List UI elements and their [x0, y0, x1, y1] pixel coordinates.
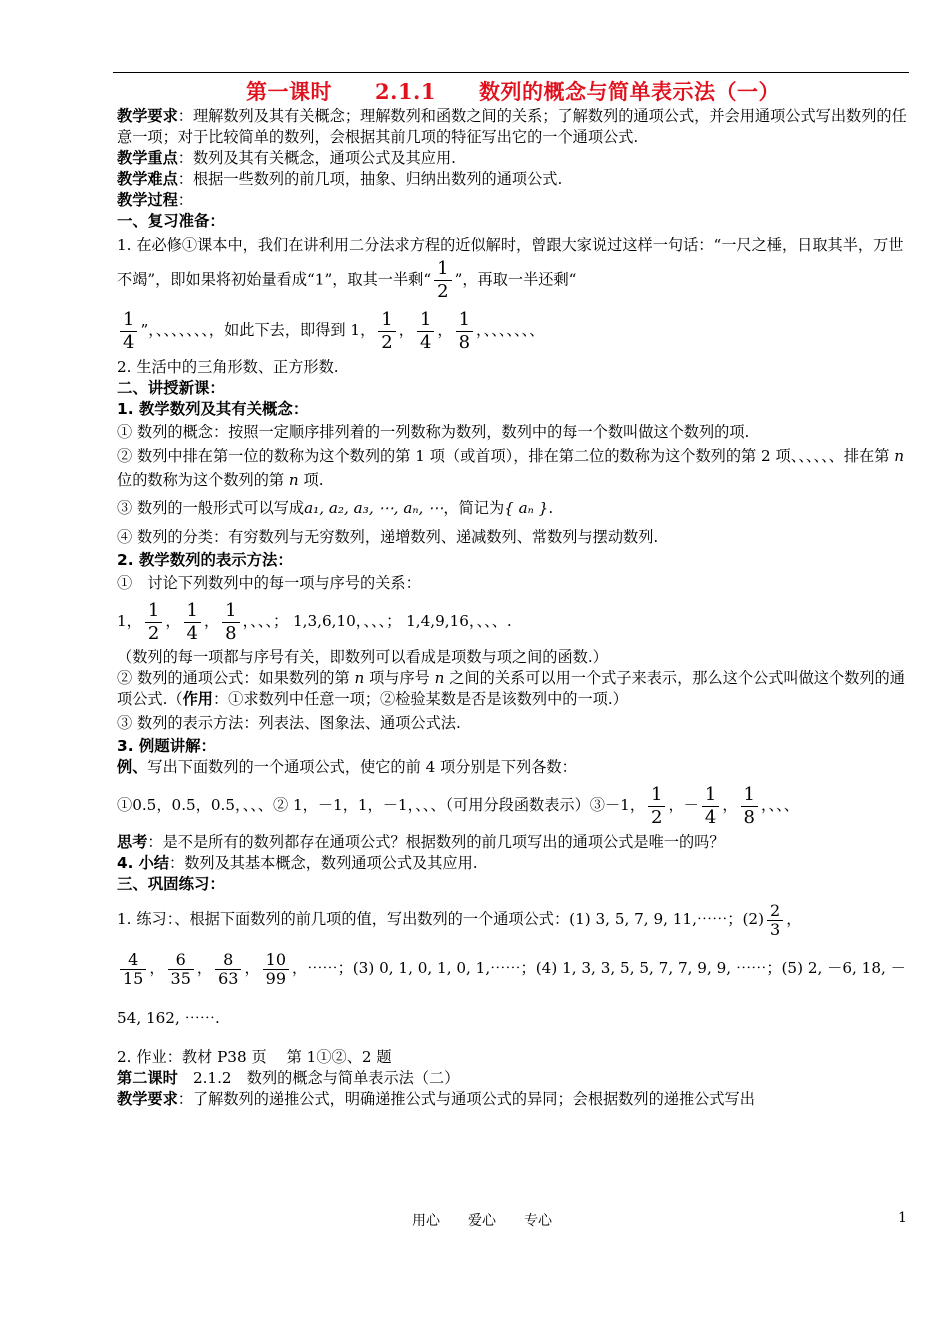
subsection-concepts: 1. 教学数列及其有关概念：: [117, 400, 309, 418]
concept-3-period: .: [548, 499, 554, 517]
review-1-text-d: ，、、、、、、、: [476, 321, 545, 339]
numerator: 6: [168, 951, 194, 970]
label-lesson-two: 第二课时: [117, 1069, 178, 1087]
concept-3: [117, 492, 909, 524]
label-requirements-2: 教学要求: [117, 1090, 178, 1108]
fraction-10-99: [263, 951, 289, 988]
subsection-examples: 3. 例题讲解：: [117, 737, 216, 755]
label-summary: 4. 小结: [117, 854, 169, 872]
numerator: 10: [263, 951, 289, 970]
review-item-1-cont: [117, 305, 909, 355]
label-key-points: 教学重点: [117, 149, 178, 167]
denominator: 3: [770, 919, 781, 939]
seq1-tail: ，、、、；: [242, 612, 289, 630]
seq-triangular: 1,3,6,10: [292, 612, 356, 630]
concept-2-text-c: 项.: [303, 471, 324, 489]
fraction-one-eighth: [741, 784, 758, 829]
label-difficulties: 教学难点: [117, 170, 178, 188]
label-requirements: 教学要求: [117, 107, 178, 125]
denominator: 63: [218, 968, 239, 988]
header-rule: [113, 72, 909, 73]
denominator: 2: [381, 331, 393, 353]
review-1-text-a: 1. 在必修①课本中，我们在讲利用二分法求方程的近似解时，曾跟大家说过这样一句话：“一尺之棰，日取其半，万世不竭”，即如果将初始量看成“1”，取其一半剩“: [117, 236, 904, 289]
numerator: 2: [767, 902, 783, 921]
denominator: 2: [437, 281, 449, 302]
comma: ，: [244, 959, 260, 977]
denominator: 8: [743, 806, 755, 828]
seq3-tail: ，、、、.: [468, 612, 512, 630]
seq1-start: 1，: [117, 612, 142, 630]
denominator: 35: [170, 968, 191, 988]
denominator: 4: [186, 622, 198, 644]
concept-3-text-b: ，简记为: [443, 499, 505, 517]
teaching-process: [117, 190, 909, 211]
seq-square: 1,4,9,16: [406, 612, 469, 630]
homework: 2. 作业：教材 P38 页 第 1①②、2 题: [117, 1048, 392, 1066]
example-statement: [117, 757, 909, 778]
variable-n: n: [894, 447, 905, 465]
key-points-text: ：数列及其有关概念，通项公式及其应用.: [177, 149, 456, 167]
denominator: 8: [225, 622, 237, 644]
sequence-notation: { aₙ }: [504, 499, 549, 517]
representation-methods: ③ 数列的表示方法：列表法、图象法、通项公式法.: [117, 714, 461, 732]
example-sequences: [117, 778, 909, 832]
comma: ，: [437, 321, 453, 339]
fraction-one-half: [145, 600, 162, 645]
section-new-lesson: 二、讲授新课：: [117, 379, 225, 397]
review-1-text-b: ”，再取一半还剩“: [454, 270, 577, 289]
numerator: 8: [215, 951, 241, 970]
process-colon: ：: [177, 191, 193, 209]
lesson-two-heading: [117, 1068, 909, 1089]
fraction-one-half: [378, 309, 395, 354]
example-sequences-text: ①0.5，0.5，0.5，、、、② 1，－1，1，－1，、、、（可用分段函数表示）③－1，: [117, 796, 646, 814]
label-example: 例、: [117, 758, 148, 776]
requirements-2-text: ：了解数列的递推公式，明确递推公式与通项公式的异同；会根据数列的递推公式写出: [177, 1090, 755, 1108]
fraction-two-thirds: [767, 902, 783, 939]
comma: ，: [786, 910, 802, 928]
difficulties-text: ：根据一些数列的前几项，抽象、归纳出数列的通项公式.: [177, 170, 563, 188]
fraction-one-quarter: [120, 309, 137, 354]
comma: ，: [398, 321, 414, 339]
concept-4: ④ 数列的分类：有穷数列与无穷数列，递增数列、递减数列、常数列与摆动数列.: [117, 528, 659, 546]
variable-n: n: [354, 669, 365, 687]
formula-text-b: 项与序号: [369, 669, 430, 687]
comma: ，: [203, 612, 220, 630]
think-text: ：是不是所有的数列都存在通项公式？根据数列的前几项写出的通项公式是唯一的吗？: [147, 833, 725, 851]
comma: ，: [722, 796, 738, 814]
sequence-general-form: a₁, a₂, a₃, ⋯, aₙ, ⋯: [304, 499, 444, 517]
formula-text-c: 之间的关系可以用一个式子来表示，那么这个公式叫做这个数列的通项公式.（: [117, 669, 905, 708]
comma: ，: [149, 959, 165, 977]
denominator: 2: [651, 806, 663, 828]
fraction-one-half: [648, 784, 665, 829]
lesson-two-title: 2.1.2 数列的概念与简单表示法（二）: [177, 1069, 460, 1087]
numerator: 4: [120, 951, 146, 970]
teaching-requirements: [117, 106, 909, 148]
denominator: 4: [704, 806, 717, 828]
review-item-1: [117, 232, 909, 303]
fraction-one-eighth: [456, 309, 473, 354]
representation-1: ① 讨论下列数列中的每一项与序号的关系：: [117, 574, 421, 592]
minus-sign: －: [683, 796, 699, 814]
example-tail: ，、、、: [760, 796, 799, 814]
formula-text-d: ：①求数列中任意一项；②检验某数是否是该数列中的一项.）: [212, 690, 628, 708]
numerator: 1: [222, 600, 239, 623]
numerator: 1: [456, 309, 473, 332]
denominator: 99: [265, 968, 286, 988]
representation-examples: [117, 595, 909, 647]
practice-text-a: 1. 练习：、根据下面数列的前几项的值，写出数列的一个通项公式：(1) 3, 5, 7, 9, 11,⋯⋯；(2): [117, 910, 764, 928]
numerator: 1: [702, 784, 719, 807]
variable-n: n: [434, 669, 445, 687]
fraction-one-eighth: [222, 600, 239, 645]
comma: ，: [668, 796, 684, 814]
page-number: 1: [898, 1210, 907, 1226]
summary: [117, 853, 909, 874]
practice-text-b: ，⋯⋯；(3) 0, 1, 0, 1, 0, 1,⋯⋯；(4) 1, 3, 3, 5, 5, 7, 7, 9, 9, ⋯⋯；(5) 2, －6, 18, －54, 162, ⋯⋯.: [117, 959, 906, 1027]
fraction-one-quarter: [184, 600, 201, 645]
denominator: 4: [123, 331, 135, 353]
fraction-one-quarter: [417, 309, 434, 354]
fraction-6-35: [168, 951, 194, 988]
denominator: 15: [123, 968, 144, 988]
fraction-one-half: [434, 258, 451, 303]
concept-2-text-b: 位的数称为这个数列的第: [117, 471, 285, 489]
practice-1: [117, 895, 909, 943]
numerator: 1: [378, 309, 395, 332]
concept-2: [117, 444, 909, 492]
denominator: 2: [147, 622, 160, 644]
fraction-8-63: [215, 951, 241, 988]
lesson-two-requirements: [117, 1089, 909, 1110]
representation-note: （数列的每一项都与序号有关，即数列可以看成是项数与项之间的函数.）: [117, 648, 608, 666]
fraction-one-quarter: [702, 784, 719, 829]
variable-n: n: [288, 471, 299, 489]
label-function: 作用: [182, 690, 213, 708]
concept-2-text-a: ② 数列中排在第一位的数称为这个数列的第 1 项（或首项），排在第二位的数称为这个数列的第 2 项、、、、、、排在第: [117, 447, 890, 465]
formula-text-a: ② 数列的通项公式：如果数列的第: [117, 669, 350, 687]
numerator: 1: [184, 600, 201, 623]
concept-3-text-a: ③ 数列的一般形式可以写成: [117, 499, 305, 517]
numerator: 1: [417, 309, 434, 332]
think-question: [117, 832, 909, 853]
review-1-text-c: ”，、、、、、、、，如此下去，即得到 1，: [140, 321, 376, 339]
numerator: 1: [648, 784, 665, 807]
concept-1: ① 数列的概念：按照一定顺序排列着的一列数称为数列，数列中的每一个数叫做这个数列的项.: [117, 423, 750, 441]
example-text: 写出下面数列的一个通项公式，使它的前 4 项分别是下列各数：: [147, 758, 577, 776]
numerator: 1: [434, 258, 451, 281]
teaching-key-points: [117, 148, 909, 169]
seq2-tail: ，、、、；: [355, 612, 402, 630]
comma: ，: [196, 959, 213, 977]
fraction-4-15: [120, 951, 146, 988]
numerator: 1: [741, 784, 758, 807]
section-practice: 三、巩固练习：: [117, 875, 225, 893]
comma: ，: [165, 612, 181, 630]
label-think: 思考: [117, 833, 148, 851]
review-item-2: 2. 生活中的三角形数、正方形数.: [117, 358, 339, 376]
numerator: 1: [120, 309, 137, 332]
teaching-difficulties: [117, 169, 909, 190]
subsection-representation: 2. 教学数列的表示方法：: [117, 551, 293, 569]
denominator: 4: [419, 331, 432, 353]
general-term-formula: [117, 668, 909, 710]
numerator: 1: [145, 600, 162, 623]
practice-1-cont: [117, 943, 909, 1043]
denominator: 8: [458, 331, 471, 353]
section-review: 一、复习准备：: [117, 212, 225, 230]
document-body: [117, 78, 909, 1110]
requirements-text: ：理解数列及其有关概念；理解数列和函数之间的关系；了解数列的通项公式，并会用通项公式写出数列的任意一项；对于比较简单的数列，会根据其前几项的特征写出它的一个通项公式.: [117, 107, 907, 146]
summary-text: ：数列及其基本概念，数列通项公式及其应用.: [169, 854, 478, 872]
footer-motto: 用心 爱心 专心: [412, 1213, 552, 1229]
page-title: 第一课时 2.1.1 数列的概念与简单表示法（一）: [246, 79, 780, 104]
label-process: 教学过程: [117, 191, 178, 209]
